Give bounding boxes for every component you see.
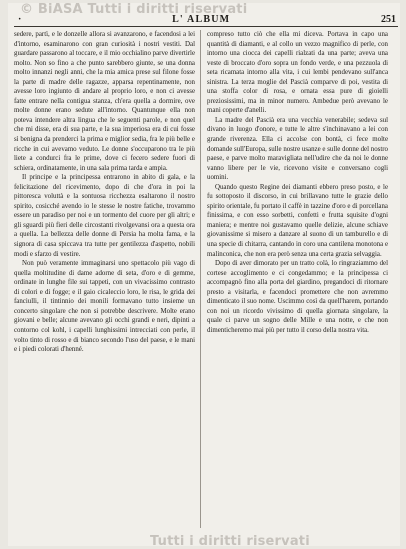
right-paragraph: Dopo di aver dimorato per un tratto colà, lo ringraziammo del cortese accoglimento e ci congedammo; e la principessa ci accompagnò fino alla porta del giardino, pregandoci di ritornare presto a visitarla, e facendoci promettere che non avremmo dimenticato il suo nome. Uscimmo così da quell'harem, portando con noi un ricordo vivissimo di quella giornata singolare, la quale ci parve un sogno delle Mille e una notte, e che non dimenticheremo mai più per tutto il corso della nostra vita. — [207, 260, 388, 334]
right-paragraph: Quando questo Regine dei diamanti ebbero preso posto, e le fu sottoposto il discorso, in cui brillavano tutte le grazie dello spirito orientale, fu portato il caffè in tazzine d'oro e di porcellana finissima, e con esso sorbetti, confetti e frutta squisite d'ogni maniera; e mentre noi gustavamo quelle delizie, alcune schiave giovanissime si misero a danzare al suono di un tamburello e di una specie di chitarra, cantando in coro una cantilena monotona e malinconica, che non era però senza una certa grazia selvaggia. — [207, 183, 388, 258]
right-paragraph: compreso tutto ciò che ella mi diceva. Portava in capo una quantità di diamanti, e al collo un vezzo magnifico di perle, con intorno una ciocca dei capelli rialzati da una parte; aveva una veste di broccato d'oro sopra un fondo verde, e una pezzuola di seta ricamata intorno alla vita, i cui lembi pendevano sull'anca sinistra. La terza moglie del Pascià comparve di poi, vestita di una stoffa color di rosa, e ornata essa pure di gioielli preziosissimi, ma in minor numero. Ambedue però avevano le mani coperte d'anelli. — [207, 31, 388, 115]
left-column — [14, 30, 195, 530]
column-divider — [200, 30, 201, 528]
left-paragraph: sedere, partì, e le donzelle allora si avanzarono, e facendosi a lei d'intorno, esaminarono con gran curiosità i nostri vestiti. Dal guardare passarono al toccare, e il mio occhialino parve divertirle molto. Non so fino a che punto sarebbero giunte, se una donna molto innanzi negli anni, che la mia amica prese sul filone fosse la parte di madre delle ragazze, apparsa repentinamente, non avesse loro ingiunto di andare al proprio loro, e non ci avesse fatte entrare nella contigua stanza, ch'era quella a dormire, ove molte donne erano sedute all'intorno. Quantunque ella non poteva intendere altra lingua che le seguenti parole, e non quel che mi disse, era di sua parte, e la sua imperiosa era di cui fosse sì benigna da prenderci la prima e miglior sedia, fra le più belle e ricche in cui avevamo veduto. Le donne s'occuparono tra le più liete a condurci fra le prime, dove ci fecero sedere fuori di schiera, ordinatamente, in una sala prima tarda e ampia. — [14, 31, 195, 172]
right-column — [207, 30, 388, 530]
page-title: L' ALBUM — [172, 14, 231, 25]
watermark-bottom: Tutti i diritti riservati — [150, 534, 310, 549]
page-header — [18, 14, 396, 26]
page-number: 251 — [381, 14, 396, 25]
header-rule — [14, 26, 398, 27]
watermark-top: © BiASA Tutti i diritti riservati — [20, 2, 248, 17]
right-paragraph: La madre del Pascià era una vecchia venerabile; sedeva sul divano in luogo d'onore, e tutte le altre s'inchinavano a lei con grande riverenza. Ella ci accolse con bontà, ci fece molte domande sull'Europa, sulle nostre usanze e sulle donne del nostro paese, e parve molto maravigliata nell'udire che da noi le donne vanno libere per le vie, ricevono visite e conversano cogli uomini. — [207, 116, 388, 182]
left-paragraph: Il principe e la principessa entrarono in abito di gala, e la felicitazione del ricevimento, dopo di che d'ora in poi la pittoresca voluttà e la sontuosa ricchezza esaltarono il nostro spirito, cosicché avendo io le stesse le nostre fatiche, trovammo essere un paradiso per noi e un tormento del cuore per gli altri; e gli sguardi più fieri delle circostanti rivolgevansi ora a questa ora a quella. La bellezza delle donne di Persia ha molta fama, e la signora di casa spiccava tra tutte per gentilezza d'aspetto, nobili modi e sfarzo di vestire. — [14, 174, 195, 258]
left-paragraph: Non può veramente immaginarsi uno spettacolo più vago di quella moltitudine di dame adorne di seta, d'oro e di gemme, ordinate in lunghe file sui tappeti, con un vivacissimo contrasto di colori e di fogge; e il gaio cicaleccio loro, le risa, le grida dei fanciulli, il tintinnio dei monili formavano tutto insieme un concerto singolare che non si potrebbe descrivere. Molte erano giovani e belle; alcune avevano gli occhi grandi e neri, dipinti a contorno col kohl, i capelli lunghissimi intrecciati con perle, il volto tinto di rosso e di bianco secondo l'uso del paese, e le mani e i piedi colorati d'henné. — [14, 260, 195, 354]
header-left-mark: · — [18, 14, 22, 25]
